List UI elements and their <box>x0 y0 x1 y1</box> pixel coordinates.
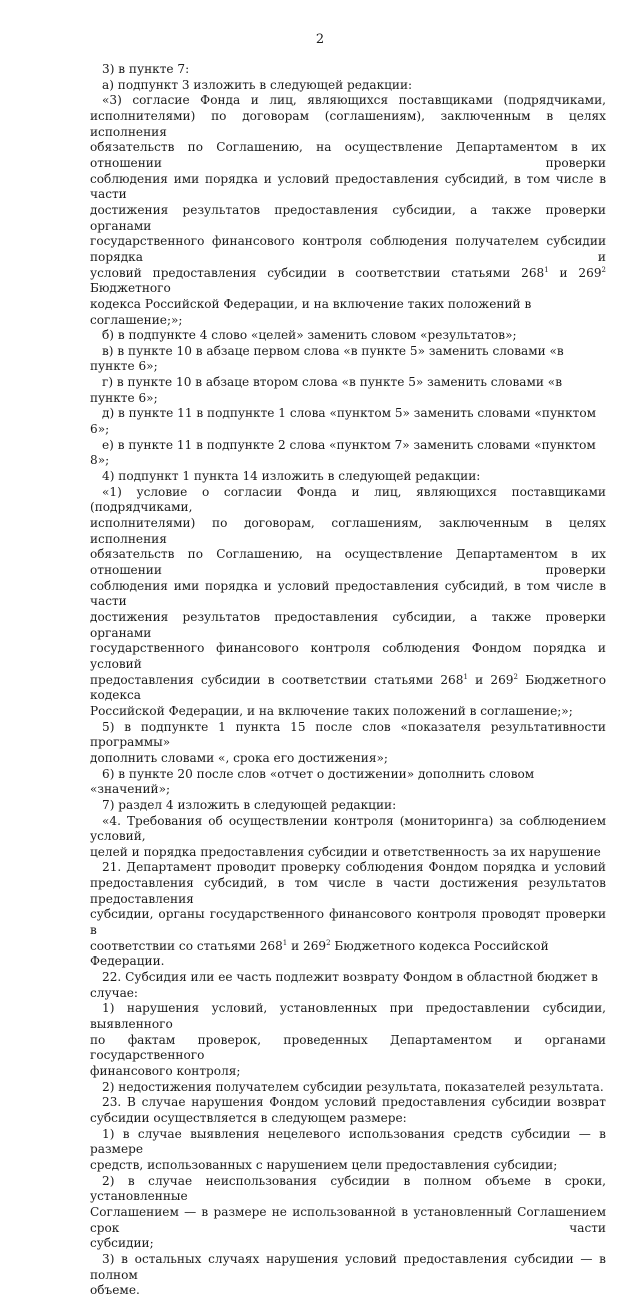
line-12: в) в пункте 10 в абзаце первом слова «в пункте 5» заменить словами «в пункте 6»; <box>90 343 564 374</box>
text-fragment: условий предоставления субсидии в соответствии статьями 268 <box>90 265 545 280</box>
line-2: а) подпункт 3 изложить в следующей редакции: <box>102 77 413 92</box>
line-24: Российской Федерации, и на включение таких положений в соглашение;»; <box>90 703 573 718</box>
line-28: 7) раздел 4 изложить в следующей редакции: <box>102 797 397 812</box>
line-20: соблюдения ими порядка и условий предоставления субсидий, в том числе в части <box>90 578 606 609</box>
line-37: по фактам проверок, проведенных Департаментом и органами государственного <box>90 1032 606 1063</box>
line-21: достижения результатов предоставления субсидии, а также проверки органами <box>90 609 606 640</box>
line-33: субсидии, органы государственного финансового контроля проводят проверки в <box>90 907 606 938</box>
superscript: 1 <box>282 938 288 947</box>
superscript: 2 <box>601 265 606 274</box>
line-30: целей и порядка предоставления субсидии и ответственность за их нарушение <box>90 844 601 859</box>
line-19: обязательств по Соглашению, на осуществление Департаментом в их отношении проверки <box>90 547 606 577</box>
line-36: 1) нарушения условий, установленных при предоставлении субсидии, выявленного <box>90 1001 606 1032</box>
line-23 <box>90 673 606 704</box>
superscript: 1 <box>463 672 468 681</box>
line-47: 3) в остальных случаях нарушения условий предоставления субсидии — в полном <box>90 1251 606 1282</box>
line-27: 6) в пункте 20 после слов «отчет о достижении» дополнить словом «значений»; <box>90 766 535 797</box>
line-4: исполнителями) по договорам (соглашениям), заключенным в целях исполнения <box>90 108 606 139</box>
document-body <box>90 62 606 1299</box>
line-17: «1) условие о согласии Фонда и лиц, являющихся поставщиками (подрядчиками, <box>90 484 606 515</box>
line-7: достижения результатов предоставления субсидии, а также проверки органами <box>90 202 606 233</box>
line-46: субсидии; <box>90 1236 154 1251</box>
line-38: финансового контроля; <box>90 1064 241 1078</box>
line-43: средств, использованных с нарушением цели предоставления субсидии; <box>90 1157 558 1172</box>
text-fragment: предоставления субсидии в соответствии статьями 268 <box>90 672 464 687</box>
superscript: 1 <box>544 265 549 274</box>
line-22: государственного финансового контроля соблюдения Фондом порядка и условий <box>90 641 606 671</box>
line-44: 2) в случае неиспользования субсидии в полном объеме в сроки, установленные <box>90 1173 606 1204</box>
line-42: 1) в случае выявления нецелевого использования средств субсидии — в размере <box>90 1126 606 1157</box>
line-6: соблюдения ими порядка и условий предоставления субсидий, в том числе в части <box>90 171 606 202</box>
line-25: 5) в подпункте 1 пункта 15 после слов «показателя результативности программы» <box>90 719 606 750</box>
line-40: 23. В случае нарушения Фондом условий предоставления субсидии возврат <box>102 1095 606 1110</box>
text-fragment: Бюджетного кодекса <box>90 672 606 703</box>
line-15: е) в пункте 11 в подпункте 2 слова «пунктом 7» заменить словами «пунктом 8»; <box>90 437 596 468</box>
page-number: 2 <box>315 32 325 47</box>
line-39: 2) недостижения получателем субсидии результата, показателей результата. <box>102 1079 604 1094</box>
line-35: 22. Субсидия или ее часть подлежит возврату Фондом в областной бюджет в случае: <box>90 970 598 1000</box>
line-1: 3) в пункте 7: <box>102 62 190 76</box>
line-16: 4) подпункт 1 пункта 14 изложить в следующей редакции: <box>102 469 481 484</box>
text-fragment: Бюджетного <box>90 281 171 296</box>
line-48: объеме. <box>90 1283 140 1298</box>
text-fragment: и 269 <box>287 938 327 953</box>
line-14: д) в пункте 11 в подпункте 1 слова «пунктом 5» заменить словами «пунктом 6»; <box>90 406 597 437</box>
text-fragment: соответствии со статьями 268 <box>90 938 283 953</box>
text-fragment: Бюджетного кодекса Российской Федерации. <box>90 938 549 969</box>
line-11: б) в подпункте 4 слово «целей» заменить словом «результатов»; <box>102 328 517 343</box>
line-41: субсидии осуществляется в следующем размере: <box>90 1110 407 1125</box>
line-29: «4. Требования об осуществлении контроля (мониторинга) за соблюдением условий, <box>90 813 606 844</box>
line-18: исполнителями) по договорам, соглашениям, заключенным в целях исполнения <box>90 516 606 546</box>
line-5: обязательств по Соглашению, на осуществление Департаментом в их отношении проверки <box>90 140 606 170</box>
line-10: кодекса Российской Федерации, и на включение таких положений в соглашение;»; <box>90 296 532 327</box>
text-fragment: и 269 <box>467 672 514 687</box>
line-8: государственного финансового контроля соблюдения получателем субсидии порядка и <box>90 234 606 264</box>
line-13: г) в пункте 10 в абзаце втором слова «в пункте 5» заменить словами «в пункте 6»; <box>90 375 563 405</box>
text-fragment: и 269 <box>548 265 602 280</box>
line-45: Соглашением — в размере не использованной в установленный Соглашением срок части <box>90 1204 606 1235</box>
line-9 <box>90 266 606 297</box>
line-34 <box>90 939 606 970</box>
line-31: 21. Департамент проводит проверку соблюдения Фондом порядка и условий <box>102 860 606 875</box>
line-3: «3) согласие Фонда и лиц, являющихся поставщиками (подрядчиками, <box>102 93 606 108</box>
line-26: дополнить словами «, срока его достижения»; <box>90 750 388 765</box>
superscript: 2 <box>513 672 518 681</box>
line-32: предоставления субсидий, в том числе в части достижения результатов предоставления <box>90 876 606 906</box>
superscript: 2 <box>326 938 331 947</box>
